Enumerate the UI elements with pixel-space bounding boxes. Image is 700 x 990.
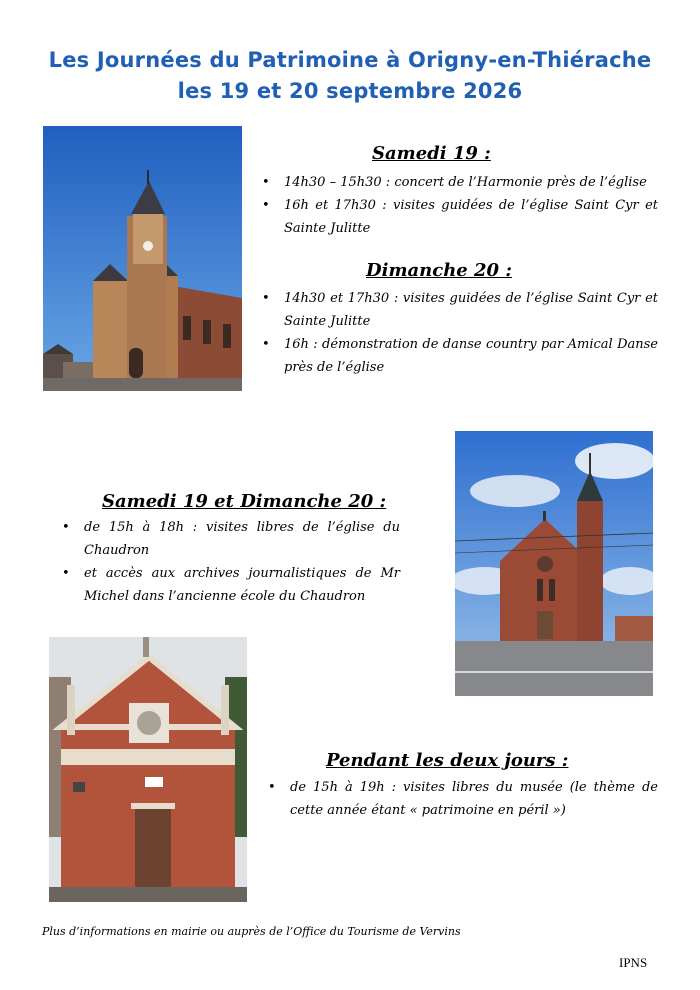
list-item: • et accès aux archives journalistiques de Mr Michel dans l’ancienne école du Chaudron	[60, 562, 400, 608]
page-title: Les Journées du Patrimoine à Origny-en-Thiérache	[48, 48, 652, 72]
footer-info: Plus d’informations en mairie ou auprès de l’Office du Tourisme de Vervins	[42, 925, 461, 938]
list-item: • 16h et 17h30 : visites guidées de l’église Saint Cyr et Sainte Julitte	[260, 194, 658, 240]
church-saint-cyr-photo	[43, 126, 242, 391]
sunday-heading: Dimanche 20 :	[366, 260, 512, 281]
list-item: • 14h30 – 15h30 : concert de l’Harmonie près de l’église	[260, 171, 658, 194]
list-item: • de 15h à 19h : visites libres du musée (le thème de cette année étant « patrimoine en péril »)	[266, 776, 658, 822]
weekend-list	[60, 516, 400, 608]
list-item: • de 15h à 18h : visites libres de l’église du Chaudron	[60, 516, 400, 562]
church-chaudron-photo	[455, 431, 653, 696]
both-days-heading: Pendant les deux jours :	[326, 750, 569, 771]
page-subtitle-dates: les 19 et 20 septembre 2026	[177, 79, 523, 103]
sunday-list	[260, 287, 658, 379]
both-days-list	[266, 776, 658, 822]
old-school-photo	[49, 637, 247, 902]
list-item: • 14h30 et 17h30 : visites guidées de l’église Saint Cyr et Sainte Julitte	[260, 287, 658, 333]
list-item: • 16h : démonstration de danse country par Amical Danse près de l’église	[260, 333, 658, 379]
weekend-heading: Samedi 19 et Dimanche 20 :	[102, 491, 387, 512]
saturday-heading: Samedi 19 :	[372, 143, 491, 164]
saturday-list	[260, 171, 658, 240]
ipns-mark: IPNS	[619, 955, 648, 970]
